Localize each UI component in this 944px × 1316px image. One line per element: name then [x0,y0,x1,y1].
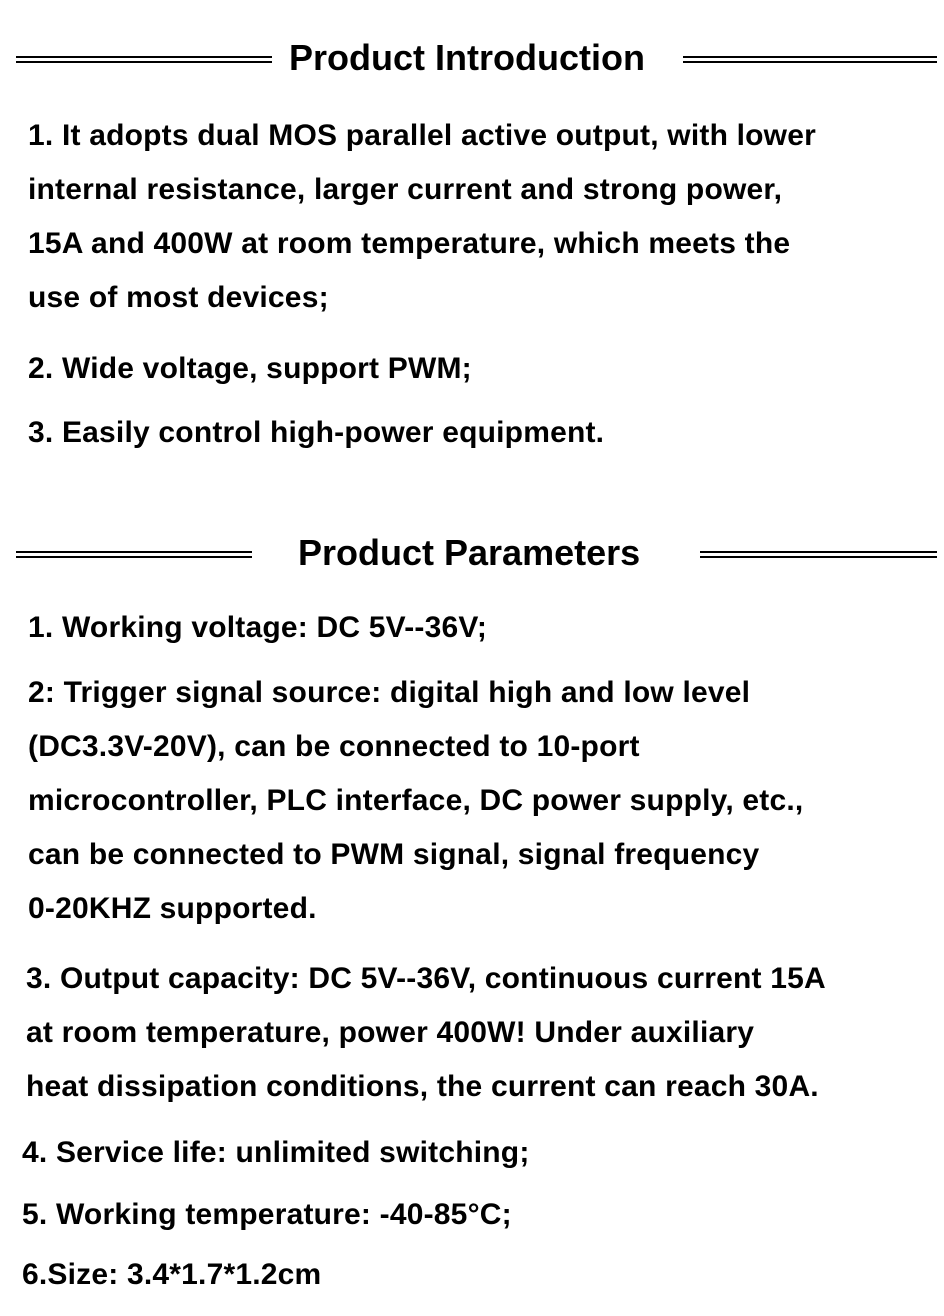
param-item-3-line-1: 3. Output capacity: DC 5V--36V, continuous current 15A [26,962,826,995]
intro-title: Product Introduction [289,37,645,78]
intro-item-1 [28,109,816,325]
intro-item-1-line-4: use of most devices; [28,281,329,314]
intro-rule-left [16,56,272,63]
param-item-4 [22,1126,530,1180]
param-item-1-line-1: 1. Working voltage: DC 5V--36V; [28,611,488,644]
intro-item-1-line-1: 1. It adopts dual MOS parallel active output, with lower [28,119,816,152]
intro-item-1-line-2: internal resistance, larger current and strong power, [28,173,783,206]
param-item-2 [28,666,803,936]
intro-item-1-line-3: 15A and 400W at room temperature, which meets the [28,227,791,260]
param-item-2-line-3: microcontroller, PLC interface, DC power supply, etc., [28,784,804,817]
param-item-2-line-2: (DC3.3V-20V), can be connected to 10-port [28,730,640,763]
param-item-5 [22,1188,512,1242]
params-rule-left [16,551,252,558]
intro-item-3 [28,406,604,460]
param-item-2-line-1: 2: Trigger signal source: digital high and low level [28,676,751,709]
param-item-2-line-5: 0-20KHZ supported. [28,892,317,925]
param-item-5-line-1: 5. Working temperature: -40-85°C; [22,1198,512,1231]
intro-item-2-line-1: 2. Wide voltage, support PWM; [28,352,472,385]
intro-item-3-line-1: 3. Easily control high-power equipment. [28,416,605,449]
param-item-3-line-2: at room temperature, power 400W! Under auxiliary [26,1016,755,1049]
param-item-3 [26,952,826,1114]
param-item-4-line-1: 4. Service life: unlimited switching; [22,1136,530,1169]
param-item-1 [28,601,487,655]
param-item-6 [22,1248,321,1302]
params-title: Product Parameters [298,532,641,573]
param-item-6-line-1: 6.Size: 3.4*1.7*1.2cm [22,1258,322,1291]
intro-rule-right [683,56,937,63]
param-item-3-line-3: heat dissipation conditions, the current can reach 30A. [26,1070,819,1103]
params-rule-right [700,551,937,558]
param-item-2-line-4: can be connected to PWM signal, signal frequency [28,838,760,871]
intro-item-2 [28,342,472,396]
